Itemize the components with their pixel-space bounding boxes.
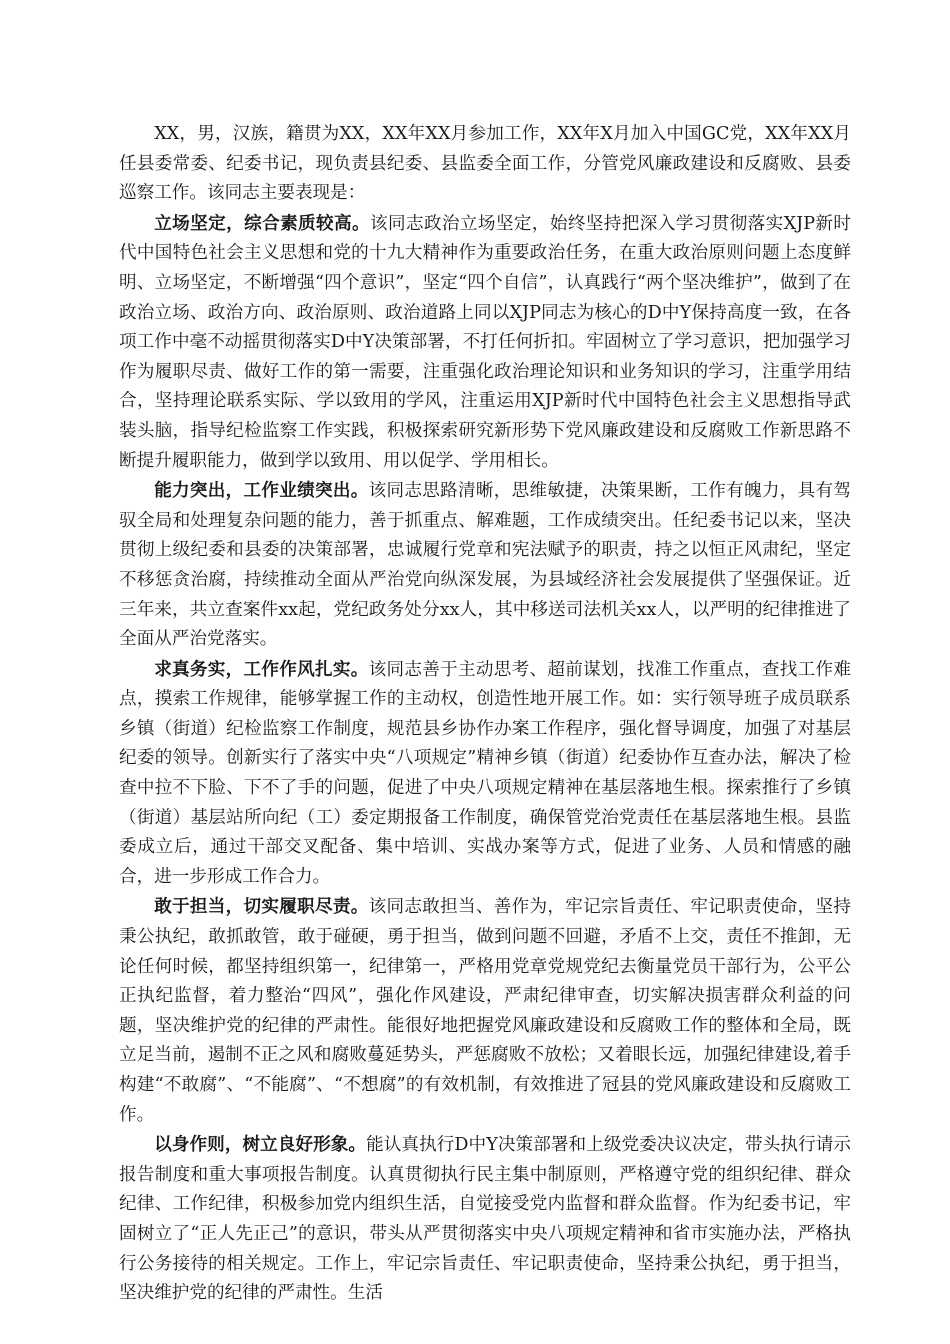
section-paragraph-5 — [119, 1130, 851, 1309]
section-heading-5: 以身作则，树立良好形象。 — [154, 1134, 367, 1156]
section-paragraph-2 — [119, 476, 851, 655]
section-heading-4: 敢于担当，切实履职尽责。 — [154, 896, 369, 918]
section-heading-1: 立场坚定，综合素质较高。 — [154, 212, 370, 234]
intro-text: XX，男，汉族，籍贯为XX，XX年XX月参加工作，XX年X月加入中国GC党，XX年XX月任县委常委、纪委书记，现负责县纪委、县监委全面工作，分管党风廉政建设和反腐败、县委巡察工作。该同志主要表现是： — [119, 124, 851, 204]
section-heading-2: 能力突出，工作业绩突出。 — [154, 480, 369, 502]
section-body-3: 该同志善于主动思考、超前谋划，找准工作重点，查找工作难点，摸索工作规律，能够掌握工作的主动权，创造性地开展工作。如：实行领导班子成员联系乡镇（街道）纪检监察工作制度，规范县乡协作办案工作程序，强化督导调度，加强了对基层纪委的领导。创新实行了落实中央“八项规定”精神乡镇（街道）纪委协作互查办法，解决了检查中拉不下脸、下不了手的问题，促进了中央八项规定精神在基层落地生根。探索推行了乡镇（街道）基层站所向纪（工）委定期报备工作制度，确保管党治党责任在基层落地生根。县监委成立后，通过干部交叉配备、集中培训、实战办案等方式，促进了业务、人员和情感的融合，进一步形成工作合力。 — [119, 659, 851, 887]
section-paragraph-4 — [119, 892, 851, 1130]
section-paragraph-1 — [119, 209, 851, 476]
intro-paragraph — [119, 120, 851, 209]
section-body-5: 能认真执行D中Y决策部署和上级党委决议决定，带头执行请示报告制度和重大事项报告制度。认真贯彻执行民主集中制原则，严格遵守党的组织纪律、群众纪律、工作纪律，积极参加党内组织生活，自觉接受党内监督和群众监督。作为纪委书记，牢固树立了“正人先正己”的意识，带头从严贯彻落实中央八项规定精神和省市实施办法，严格执行公务接待的相关规定。工作上，牢记宗旨责任、牢记职责使命，坚持秉公执纪，勇于担当，坚决维护党的纪律的严肃性。生活 — [119, 1135, 851, 1304]
section-body-2: 该同志思路清晰，思维敏捷，决策果断，工作有魄力，具有驾驭全局和处理复杂问题的能力，善于抓重点、解难题，工作成绩突出。任纪委书记以来，坚决贯彻上级纪委和县委的决策部署，忠诚履行党章和宪法赋予的职责，持之以恒正风肃纪，坚定不移惩贪治腐，持续推动全面从严治党向纵深发展，为县域经济社会发展提供了坚强保证。近三年来，共立查案件xx起，党纪政务处分xx人，其中移送司法机关xx人，以严明的纪律推进了全面从严治党落实。 — [119, 481, 851, 650]
section-heading-3: 求真务实，工作作风扎实。 — [154, 658, 369, 680]
section-body-1: 该同志政治立场坚定，始终坚持把深入学习贯彻落实XJP新时代中国特色社会主义思想和党的十九大精神作为重要政治任务，在重大政治原则问题上态度鲜明、立场坚定，不断增强“四个意识”，坚定“四个自信”，认真践行“两个坚决维护”，做到了在政治立场、政治方向、政治原则、政治道路上同以XJP同志为核心的D中Y保持高度一致，在各项工作中毫不动摇贯彻落实D中Y决策部署，不打任何折扣。牢固树立了学习意识，把加强学习作为履职尽责、做好工作的第一需要，注重强化政治理论知识和业务知识的学习，注重学用结合，坚持理论联系实际、学以致用的学风，注重运用XJP新时代中国特色社会主义思想指导武装头脑，指导纪检监察工作实践，积极探索研究新形势下党风廉政建设和反腐败工作新思路不断提升履职能力，做到学以致用、用以促学、学用相长。 — [119, 213, 851, 471]
document-body — [119, 120, 851, 1309]
section-paragraph-3 — [119, 655, 851, 893]
section-body-4: 该同志敢担当、善作为，牢记宗旨责任、牢记职责使命，坚持秉公执纪，敢抓敢管，敢于碰硬，勇于担当，做到问题不回避，矛盾不上交，责任不推卸，无论任何时候，都坚持组织第一，纪律第一，严格用党章党规党纪去衡量党员干部行为，公平公正执纪监督，着力整治“四风”，强化作风建设，严肃纪律审查，切实解决损害群众利益的问题，坚决维护党的纪律的严肃性。能很好地把握党风廉政建设和反腐败工作的整体和全局，既立足当前，遏制不正之风和腐败蔓延势头，严惩腐败不放松；又着眼长远，加强纪律建设,着手构建“不敢腐”、“不能腐”、“不想腐”的有效机制，有效推进了冠县的党风廉政建设和反腐败工作。 — [119, 897, 851, 1125]
